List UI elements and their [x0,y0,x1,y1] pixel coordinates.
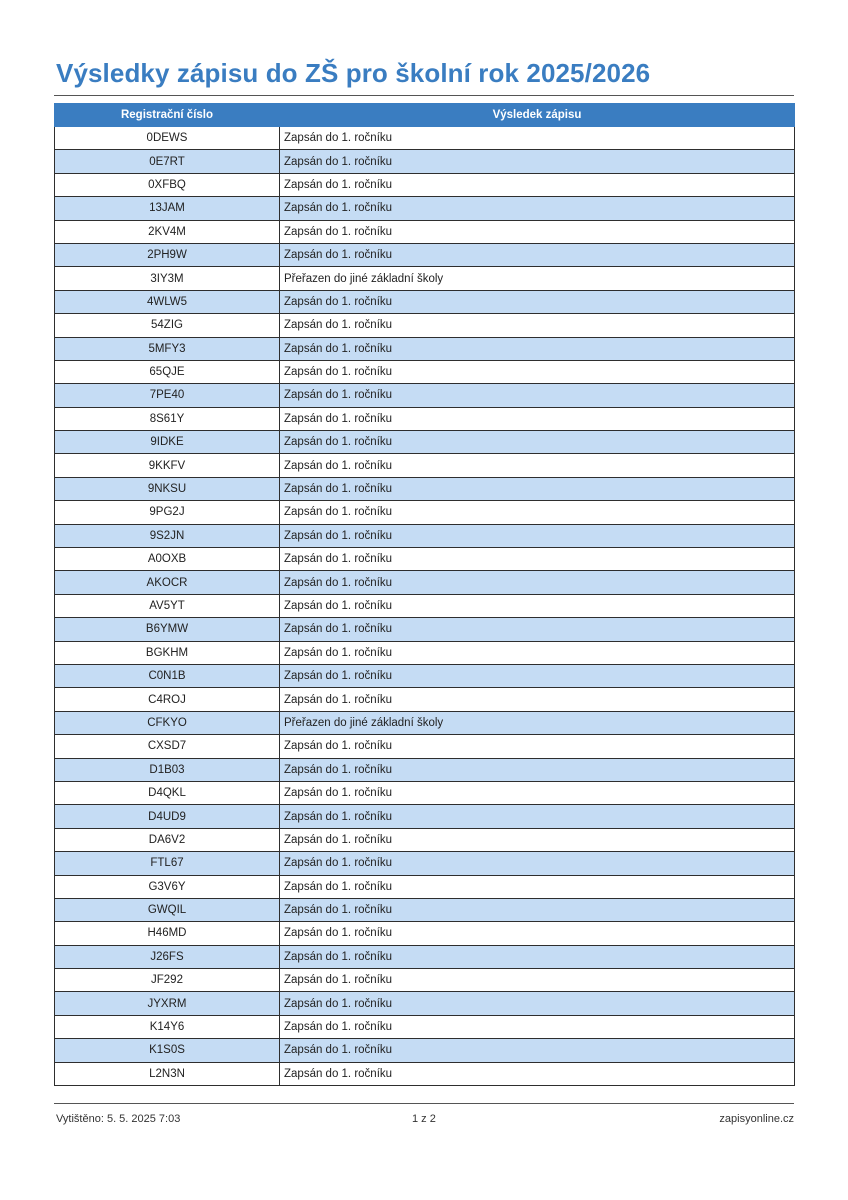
registration-number-cell: AV5YT [55,594,280,617]
column-header-registration-number: Registrační číslo [55,104,280,127]
registration-number-cell: 5MFY3 [55,337,280,360]
table-row [55,127,795,150]
registration-number-cell: 13JAM [55,197,280,220]
enrollment-result-cell: Zapsán do 1. ročníku [280,898,795,921]
enrollment-result-cell: Zapsán do 1. ročníku [280,314,795,337]
registration-number-cell: 54ZIG [55,314,280,337]
table-row [55,243,795,266]
enrollment-result-cell: Zapsán do 1. ročníku [280,735,795,758]
enrollment-result-cell: Zapsán do 1. ročníku [280,220,795,243]
registration-number-cell: 0E7RT [55,150,280,173]
enrollment-result-cell: Zapsán do 1. ročníku [280,1015,795,1038]
table-row [55,431,795,454]
table-row [55,969,795,992]
printed-timestamp: Vytištěno: 5. 5. 2025 7:03 [56,1113,181,1125]
table-row [55,875,795,898]
registration-number-cell: GWQIL [55,898,280,921]
title-divider [54,95,794,96]
enrollment-result-cell: Zapsán do 1. ročníku [280,618,795,641]
table-row [55,898,795,921]
enrollment-result-cell: Zapsán do 1. ročníku [280,197,795,220]
enrollment-result-cell: Zapsán do 1. ročníku [280,781,795,804]
table-row [55,781,795,804]
enrollment-result-cell: Zapsán do 1. ročníku [280,501,795,524]
page-number: 1 z 2 [412,1113,436,1125]
enrollment-result-cell: Zapsán do 1. ročníku [280,548,795,571]
registration-number-cell: 9IDKE [55,431,280,454]
enrollment-result-cell: Zapsán do 1. ročníku [280,664,795,687]
registration-number-cell: K14Y6 [55,1015,280,1038]
table-row [55,688,795,711]
table-row [55,594,795,617]
table-row [55,477,795,500]
registration-number-cell: K1S0S [55,1039,280,1062]
enrollment-result-cell: Zapsán do 1. ročníku [280,688,795,711]
enrollment-result-cell: Zapsán do 1. ročníku [280,290,795,313]
enrollment-result-cell: Zapsán do 1. ročníku [280,594,795,617]
table-row [55,150,795,173]
table-row [55,1062,795,1085]
enrollment-result-cell: Zapsán do 1. ročníku [280,1039,795,1062]
table-row [55,1015,795,1038]
registration-number-cell: C0N1B [55,664,280,687]
table-row [55,220,795,243]
registration-number-cell: 3IY3M [55,267,280,290]
enrollment-result-cell: Zapsán do 1. ročníku [280,150,795,173]
enrollment-result-cell: Přeřazen do jiné základní školy [280,711,795,734]
table-row [55,360,795,383]
registration-number-cell: JF292 [55,969,280,992]
table-row [55,711,795,734]
enrollment-result-cell: Zapsán do 1. ročníku [280,852,795,875]
enrollment-result-cell: Zapsán do 1. ročníku [280,173,795,196]
registration-number-cell: A0OXB [55,548,280,571]
table-row [55,945,795,968]
enrollment-result-cell: Zapsán do 1. ročníku [280,805,795,828]
table-header-row [55,104,795,127]
table-row [55,805,795,828]
table-row [55,267,795,290]
enrollment-result-cell: Zapsán do 1. ročníku [280,875,795,898]
registration-number-cell: FTL67 [55,852,280,875]
registration-number-cell: 2KV4M [55,220,280,243]
enrollment-result-cell: Zapsán do 1. ročníku [280,127,795,150]
enrollment-result-cell: Zapsán do 1. ročníku [280,477,795,500]
enrollment-result-cell: Zapsán do 1. ročníku [280,969,795,992]
table-row [55,828,795,851]
registration-number-cell: 9S2JN [55,524,280,547]
registration-number-cell: B6YMW [55,618,280,641]
registration-number-cell: CFKYO [55,711,280,734]
table-row [55,1039,795,1062]
registration-number-cell: 9NKSU [55,477,280,500]
registration-number-cell: AKOCR [55,571,280,594]
table-row [55,664,795,687]
registration-number-cell: 7PE40 [55,384,280,407]
registration-number-cell: 65QJE [55,360,280,383]
page-title: Výsledky zápisu do ZŠ pro školní rok 2025/2026 [56,58,651,88]
site-name: zapisyonline.cz [719,1113,794,1125]
table-row [55,173,795,196]
enrollment-result-cell: Zapsán do 1. ročníku [280,337,795,360]
registration-number-cell: 4WLW5 [55,290,280,313]
table-row [55,290,795,313]
registration-number-cell: J26FS [55,945,280,968]
enrollment-result-cell: Zapsán do 1. ročníku [280,571,795,594]
registration-number-cell: D1B03 [55,758,280,781]
table-row [55,454,795,477]
table-row [55,501,795,524]
enrollment-result-cell: Zapsán do 1. ročníku [280,431,795,454]
column-header-enrollment-result: Výsledek zápisu [280,104,795,127]
registration-number-cell: BGKHM [55,641,280,664]
registration-number-cell: H46MD [55,922,280,945]
table-row [55,922,795,945]
enrollment-result-cell: Zapsán do 1. ročníku [280,641,795,664]
table-row [55,852,795,875]
registration-number-cell: C4ROJ [55,688,280,711]
table-row [55,524,795,547]
registration-number-cell: G3V6Y [55,875,280,898]
enrollment-result-cell: Zapsán do 1. ročníku [280,758,795,781]
table-row [55,407,795,430]
registration-number-cell: L2N3N [55,1062,280,1085]
table-row [55,735,795,758]
table-row [55,384,795,407]
table-row [55,992,795,1015]
table-row [55,641,795,664]
table-row [55,548,795,571]
registration-number-cell: D4UD9 [55,805,280,828]
enrollment-result-cell: Zapsán do 1. ročníku [280,1062,795,1085]
registration-number-cell: D4QKL [55,781,280,804]
table-row [55,571,795,594]
enrollment-result-cell: Zapsán do 1. ročníku [280,454,795,477]
registration-number-cell: DA6V2 [55,828,280,851]
enrollment-result-cell: Zapsán do 1. ročníku [280,524,795,547]
registration-number-cell: 0DEWS [55,127,280,150]
enrollment-result-cell: Přeřazen do jiné základní školy [280,267,795,290]
enrollment-result-cell: Zapsán do 1. ročníku [280,945,795,968]
enrollment-result-cell: Zapsán do 1. ročníku [280,828,795,851]
table-row [55,314,795,337]
table-row [55,618,795,641]
registration-number-cell: 0XFBQ [55,173,280,196]
enrollment-result-cell: Zapsán do 1. ročníku [280,992,795,1015]
registration-number-cell: CXSD7 [55,735,280,758]
table-row [55,337,795,360]
enrollment-result-cell: Zapsán do 1. ročníku [280,243,795,266]
enrollment-result-cell: Zapsán do 1. ročníku [280,384,795,407]
enrollment-result-cell: Zapsán do 1. ročníku [280,360,795,383]
registration-number-cell: 9PG2J [55,501,280,524]
enrollment-result-cell: Zapsán do 1. ročníku [280,922,795,945]
registration-number-cell: 2PH9W [55,243,280,266]
footer-divider [54,1103,794,1104]
table-row [55,197,795,220]
table-row [55,758,795,781]
registration-number-cell: 9KKFV [55,454,280,477]
registration-number-cell: JYXRM [55,992,280,1015]
results-table [54,103,795,1086]
registration-number-cell: 8S61Y [55,407,280,430]
enrollment-result-cell: Zapsán do 1. ročníku [280,407,795,430]
results-table-body [55,127,795,1086]
